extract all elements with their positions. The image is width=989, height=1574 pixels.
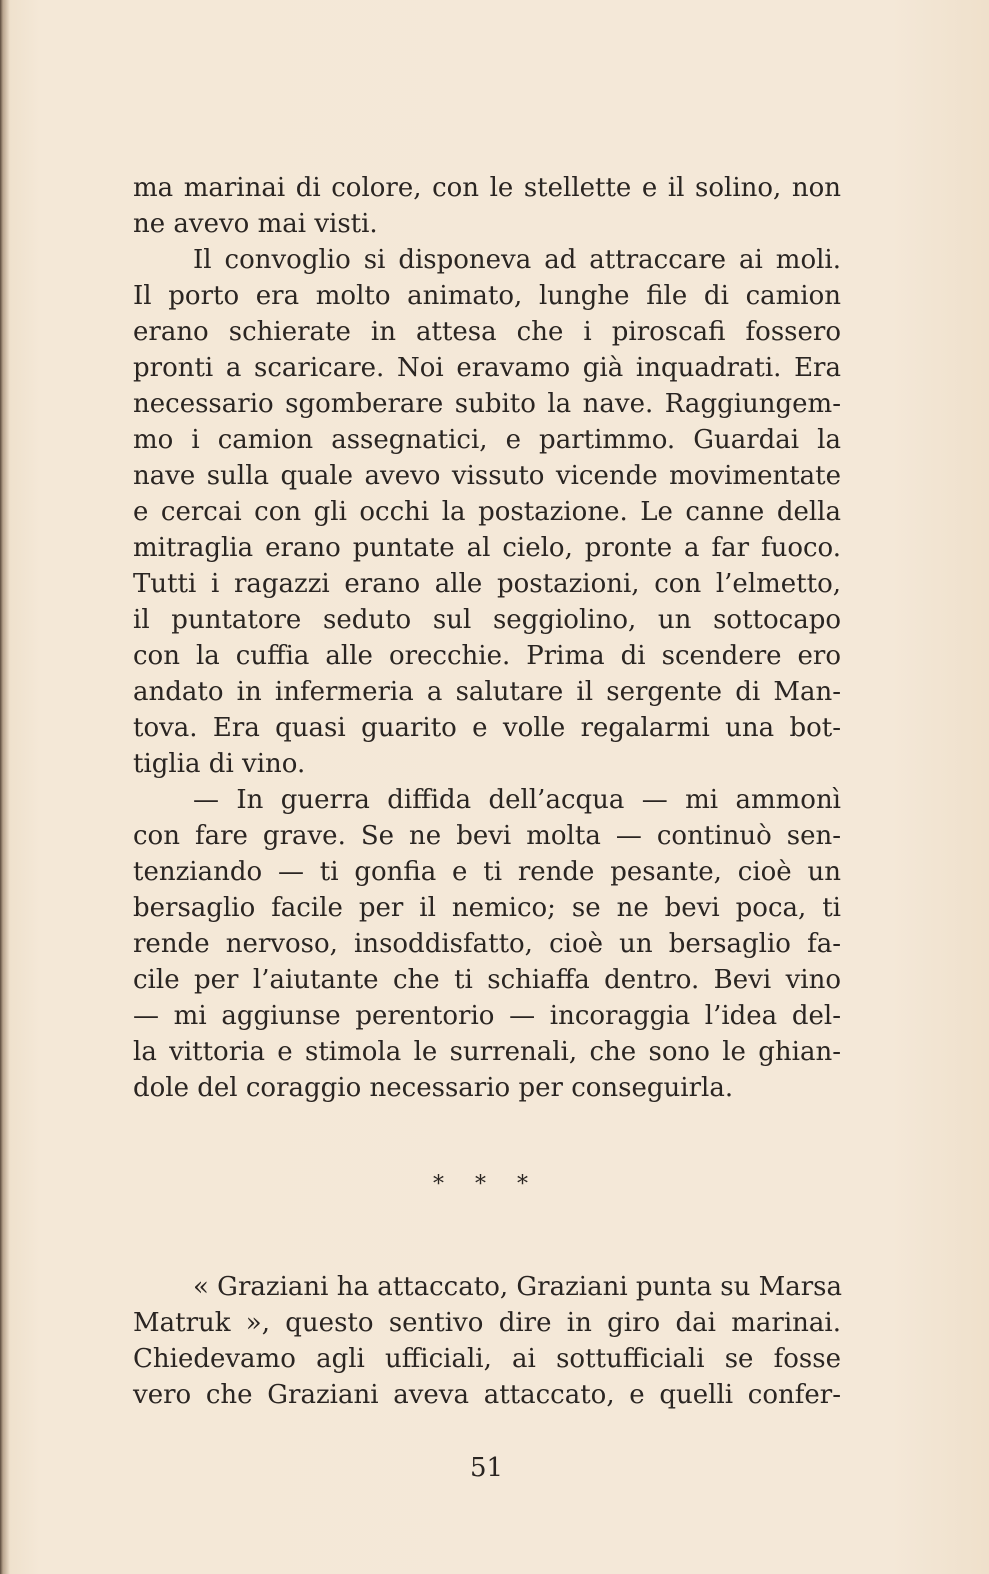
text-line: Il porto era molto animato, lunghe file di camion <box>133 281 841 311</box>
text-line: Matruk », questo sentivo dire in giro dai marinai. <box>133 1308 841 1338</box>
text-line: erano schierate in attesa che i piroscafi fossero <box>133 317 841 347</box>
text-line: rende nervoso, insoddisfatto, cioè un bersaglio fa- <box>133 929 841 959</box>
section-separator: * * * <box>433 1172 540 1197</box>
text-line: « Graziani ha attaccato, Graziani punta su Marsa <box>193 1272 843 1302</box>
text-line: — In guerra diffida dell’acqua — mi ammonì <box>193 785 841 815</box>
text-line: mitraglia erano puntate al cielo, pronte a far fuoco. <box>133 533 841 563</box>
text-line: Tutti i ragazzi erano alle postazioni, con l’elmetto, <box>133 569 841 599</box>
text-line: con la cuffia alle orecchie. Prima di scendere ero <box>133 641 841 671</box>
text-line: la vittoria e stimola le surrenali, che sono le ghian- <box>133 1037 841 1067</box>
text-line: andato in infermeria a salutare il sergente di Man- <box>133 677 841 707</box>
page-number: 51 <box>469 1453 504 1483</box>
text-line: vero che Graziani aveva attaccato, e quelli confer- <box>133 1380 841 1410</box>
text-line: e cercai con gli occhi la postazione. Le canne della <box>133 497 841 527</box>
text-line: il puntatore seduto sul seggiolino, un sottocapo <box>133 605 841 635</box>
text-line: Chiedevamo agli ufficiali, ai sottufficiali se fosse <box>133 1344 841 1374</box>
text-line: bersaglio facile per il nemico; se ne bevi poca, ti <box>133 893 841 923</box>
text-line: nave sulla quale avevo vissuto vicende movimentate <box>133 461 841 491</box>
text-line: Il convoglio si disponeva ad attraccare ai moli. <box>193 245 841 275</box>
text-line: tova. Era quasi guarito e volle regalarmi una bot- <box>133 713 841 743</box>
text-line: tiglia di vino. <box>133 749 306 779</box>
paragraph-block-2 <box>133 1269 841 1413</box>
text-line: dole del coraggio necessario per conseguirla. <box>133 1073 734 1103</box>
text-line: pronti a scaricare. Noi eravamo già inquadrati. Era <box>133 353 841 383</box>
text-line: tenziando — ti gonfia e ti rende pesante, cioè un <box>133 857 841 887</box>
text-line: — mi aggiunse perentorio — incoraggia l’idea del- <box>133 1001 841 1031</box>
text-line: mo i camion assegnatici, e partimmo. Guardai la <box>133 425 841 455</box>
paragraph-block-1 <box>133 170 841 1106</box>
text-line: cile per l’aiutante che ti schiaffa dentro. Bevi vino <box>133 965 841 995</box>
text-line: ne avevo mai visti. <box>133 209 378 239</box>
text-line: necessario sgomberare subito la nave. Raggiungem- <box>133 389 841 419</box>
text-line: con fare grave. Se ne bevi molta — continuò sen- <box>133 821 841 851</box>
text-line: ma marinai di colore, con le stellette e il solino, non <box>133 173 841 203</box>
